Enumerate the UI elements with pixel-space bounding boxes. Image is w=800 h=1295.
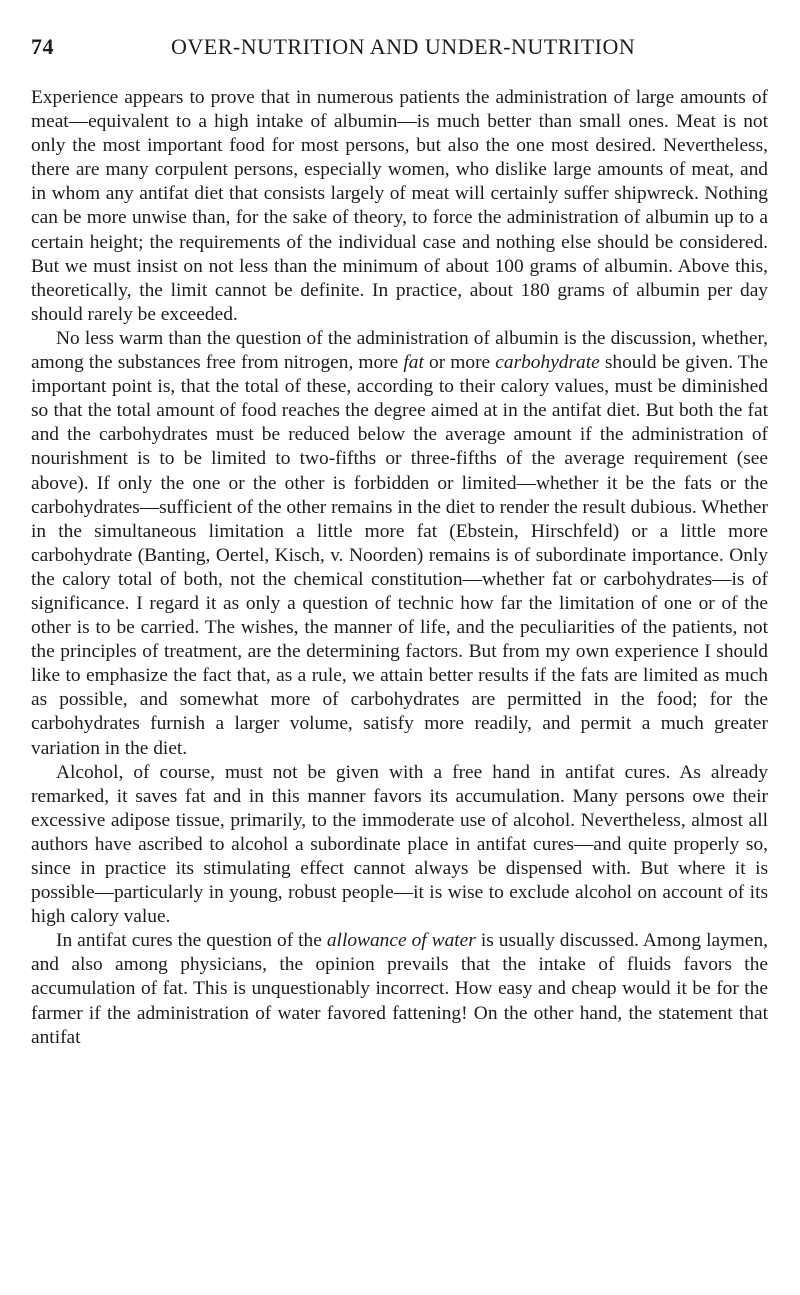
paragraph-meat-albumin — [31, 86, 768, 327]
running-head — [31, 34, 768, 66]
paragraph-text: is usually discussed. Among laymen, and also among physicians, the opinion prevails that the intake of fluids favors the accumulation of fat. This is unquestionably incorrect. How easy and cheap would it be for the farmer if the administration of water favored fattening! On the other hand, the statement that antifat — [31, 930, 768, 1048]
paragraph-text: In antifat cures the question of the — [56, 930, 327, 952]
emphasis-carbohydrate: carbohydrate — [495, 352, 600, 374]
paragraph-alcohol — [31, 761, 768, 930]
paragraph-text: should be given. The important point is, that the total of these, according to their calory values, must be diminished so that the total amount of food reaches the degree aimed at in the antifat diet. But both the fat and the carbohydrates must be reduced below the average amount if the administration of nourishment is to be limited to two-fifths or three-fifths of the average requirement (see above). If only the one or the other is forbidden or limited—whether it be the fats or the carbohydrates—sufficient of the other remains in the diet to render the result dubious. Whether in the simultaneous limitation a little more fat (Ebstein, Hirschfeld) or a little more carbohydrate (Banting, Oertel, Kisch, v. Noorden) remains is of subordinate importance. Only the calory total of both, not the chemical constitution—whether fat or carbohydrates—is of significance. I regard it as only a question of technic how far the limitation of one or of the other is to be carried. The wishes, the manner of life, and the peculiarities of the patients, not the principles of treatment, are the determining factors. But from my own experience I should like to emphasize the fact that, as a rule, we attain better results if the fats are limited as much as possible, and somewhat more of carbohydrates are permitted in the food; for the carbohydrates furnish a larger volume, satisfy more readily, and permit a much greater variation in the diet. — [31, 352, 768, 759]
page-number: 74 — [31, 34, 54, 59]
paragraph-water — [31, 929, 768, 1049]
emphasis-fat: fat — [403, 352, 424, 374]
emphasis-allowance-of-water: allowance of water — [326, 930, 476, 952]
paragraph-text: or more — [423, 352, 496, 374]
body-text — [31, 86, 768, 1050]
book-page — [31, 34, 768, 1050]
running-title: OVER-NUTRITION AND UNDER-NUTRITION — [171, 34, 636, 59]
paragraph-text: No less warm than the question of the administration of albumin is the discussion, whether, among the substances free from nitrogen, more — [31, 327, 768, 374]
paragraph-fat-carbohydrate — [31, 327, 768, 761]
paragraph-text: Alcohol, of course, must not be given with a free hand in antifat cures. As already remarked, it saves fat and in this manner favors its accumulation. Many persons owe their excessive adipose tissue, primarily, to the immoderate use of alcohol. Nevertheless, almost all authors have ascribed to alcohol a subordinate place in antifat cures—and quite properly so, since in practice its stimulating effect cannot always be dispensed with. But where it is possible—particularly in young, robust people—it is wise to exclude alcohol on account of its high calory value. — [31, 761, 768, 928]
paragraph-text: Experience appears to prove that in numerous patients the administration of large amounts of meat—equivalent to a high intake of albumin—is much better than small ones. Meat is not only the most important food for most persons, but also the one most desired. Nevertheless, there are many corpulent persons, especially women, who dislike large amounts of meat, and in whom any antifat diet that consists largely of meat will certainly suffer shipwreck. Nothing can be more unwise than, for the sake of theory, to force the administration of albumin up to a certain height; the requirements of the individual case and nothing else should be considered. But we must insist on not less than the minimum of about 100 grams of albumin. Above this, theoretically, the limit cannot be definite. In practice, about 180 grams of albumin per day should rarely be exceeded. — [31, 87, 768, 325]
